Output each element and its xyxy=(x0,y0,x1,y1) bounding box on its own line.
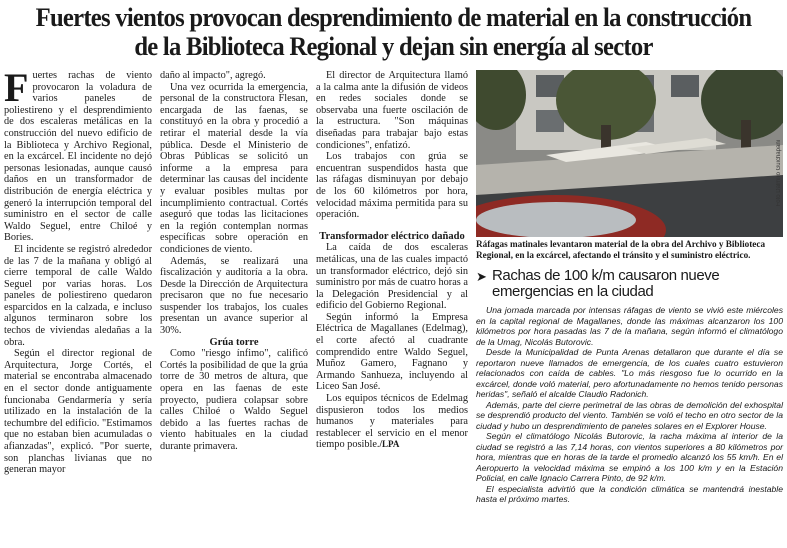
paragraph: uertes rachas de viento provocaron la voladura de varios paneles de poliestireno y el desprendimiento de dos escaleras metálicas en la construcción del nuevo edificio de la Biblioteca y Archivo Regional, en la excárcel. El incidente no dejó personas lesionadas, aunque causó daños en un transformador de distribución de energía eléctrica y generó la interrupción temporal del suministro en el sector de calle Waldo Seguel, entre Chiloé y Bories. xyxy=(4,70,152,244)
paragraph: Además, parte del cierre perimetral de las obras de demolición del exhospital se desprendió producto del viento. También se voló el techo en otro sector de la ciudad y hubo un desprendimiento de paneles solares en el Explorer House. xyxy=(476,399,783,431)
paragraph xyxy=(316,393,468,451)
paragraph: Una jornada marcada por intensas ráfagas de viento se vivió este miércoles en la capital regional de Magallanes, donde las máximas alcanzaron los 100 kilómetros por hora pasadas las 7 de la mañana, según informó el climatólogo de la Umag, Nicolás Butorovic. xyxy=(476,305,783,347)
paragraph: Según el director regional de Arquitectura, Jorge Cortés, el material se encontraba almacenado en el sector donde antiguamente funcionaba Gendarmería y sería utilizado en la instalación de la techumbre del edificio. "Estimamos que no estaban bien acumuladas o afianzadas", explicó. "Por suerte, son planchas livianas que no generan mayor xyxy=(4,348,152,476)
photo-illustration xyxy=(476,70,783,237)
arrow-right-icon: ➤ xyxy=(476,269,487,284)
paragraph: Los trabajos con grúa se encuentran suspendidos hasta que las ráfagas disminuyan por debajo de los 60 kilómetros por hora, velocidad máxima permitida para su operación. xyxy=(316,151,468,221)
article-column-3 xyxy=(316,70,468,451)
paragraph: El director de Arquitectura llamó a la calma ante la difusión de videos en redes sociales donde se observaba una fuerte oscilación de la estructura. "Son máquinas diseñadas para trabajar bajo estas condiciones", enfatizó. xyxy=(316,70,468,151)
paragraph: Según informó la Empresa Eléctrica de Magallanes (Edelmag), el corte afectó al cuadrante comprendido entre Waldo Seguel, Muñoz Gamero, Fagnano y Armando Sanhueza, incluyendo al Liceo San José. xyxy=(316,311,468,393)
headline: Fuertes vientos provocan desprendimiento de material en la construcción de la Biblioteca Regional y dejan sin energía al sector xyxy=(35,2,752,61)
paragraph: Según el climatólogo Nicolás Butorovic, la racha máxima al interior de la ciudad se registró a las 7,14 horas, con vientos superiores a 80 kilómetros por hora, mientras que en horas de la tarde el promedio alcanzó los 55 km/h. En el Aeropuerto la velocidad máxima se empinó a los 100 k/m y en la Estación Policial, en calle Ignacio Carrera Pinto, de 92 k/m. xyxy=(476,431,783,483)
subheading-grua-torre: Grúa torre xyxy=(209,336,259,348)
drop-cap: F xyxy=(4,65,29,110)
paragraph: La caída de dos escaleras metálicas, una de las cuales impactó un transformador eléctrico, dejó sin suministro por más de cuatro horas a la Delegación Presidencial y al edificio del Gobierno Regional. xyxy=(316,242,468,312)
paragraph: Desde la Municipalidad de Punta Arenas detallaron que durante el día se reportaron nueve llamados de emergencia, de los cuales cuatro estuvieron relacionados con caída de cables. "Lo más riesgoso fue lo ocurrido en la excárcel, donde voló material, pero afortunadamente no hemos tenido personas heridas", señaló el alcalde Claudio Radonich. xyxy=(476,347,783,399)
sidebar-headline xyxy=(476,268,783,300)
article-column-2 xyxy=(160,70,308,453)
article-column-1 xyxy=(4,65,152,476)
paragraph: El especialista advirtió que la condición climática se mantendrá inestable hasta el próximo martes. xyxy=(476,483,783,504)
subheading-transformador: Transformador eléctrico dañado xyxy=(319,230,465,242)
paragraph: Además, se realizará una fiscalización y auditoría a la obra. Desde la Dirección de Arquitectura precisaron que no fue necesario suspender los trabajos, los cuales presentan un avance superior al 30%. xyxy=(160,255,308,337)
paragraph: daño al impacto", agregó. xyxy=(160,70,266,81)
paragraph: Una vez ocurrida la emergencia, personal de la constructora Flesan, encargada de las faenas, se constituyó en la obra y procedió a retirar el material desde la vía pública. Desde el Ministerio de Obras Públicas se solicitó un informe a la empresa para determinar las causas del incidente y evaluar posibles multas por incumplimiento contractual. Cortés aseguró que todas las licitaciones en la región contemplan normas específicas sobre operación en condiciones de viento. xyxy=(160,81,308,255)
sidebar-headline-text: Rachas de 100 k/m causaron nueve emergencias en la ciudad xyxy=(492,267,720,300)
sidebar-article xyxy=(476,305,783,505)
photo-credit: Foto Dalmiro Guichapani xyxy=(776,140,782,207)
paragraph: Como "riesgo ínfimo", calificó Cortés la posibilidad de que la grúa torre de 30 metros de altura, que opera en las faenas de este proyecto, pudiera colapsar sobre calles Chiloé o Waldo Seguel debido a las fuertes rachas de viento habituales en la ciudad durante primavera. xyxy=(160,348,308,452)
news-photo xyxy=(476,70,783,237)
paragraph: El incidente se registró alrededor de las 7 de la mañana y obligó al cierre temporal de calle Waldo Seguel por varias horas. Los paneles de poliestireno quedaron esparcidos en la calzada, e incluso algunos terminaron sobre los techos de viviendas aledañas a la obra. xyxy=(4,243,152,348)
paragraph-text: Los equipos técnicos de Edelmag dispusieron todos los medios humanos y materiales para restablecer el servicio en el menor tiempo posible. xyxy=(316,393,468,451)
signoff: /LPA xyxy=(379,439,400,450)
photo-caption: Ráfagas matinales levantaron material de la obra del Archivo y Biblioteca Regional, en la excárcel, afectando el tránsito y el suministro eléctrico. xyxy=(476,239,766,260)
